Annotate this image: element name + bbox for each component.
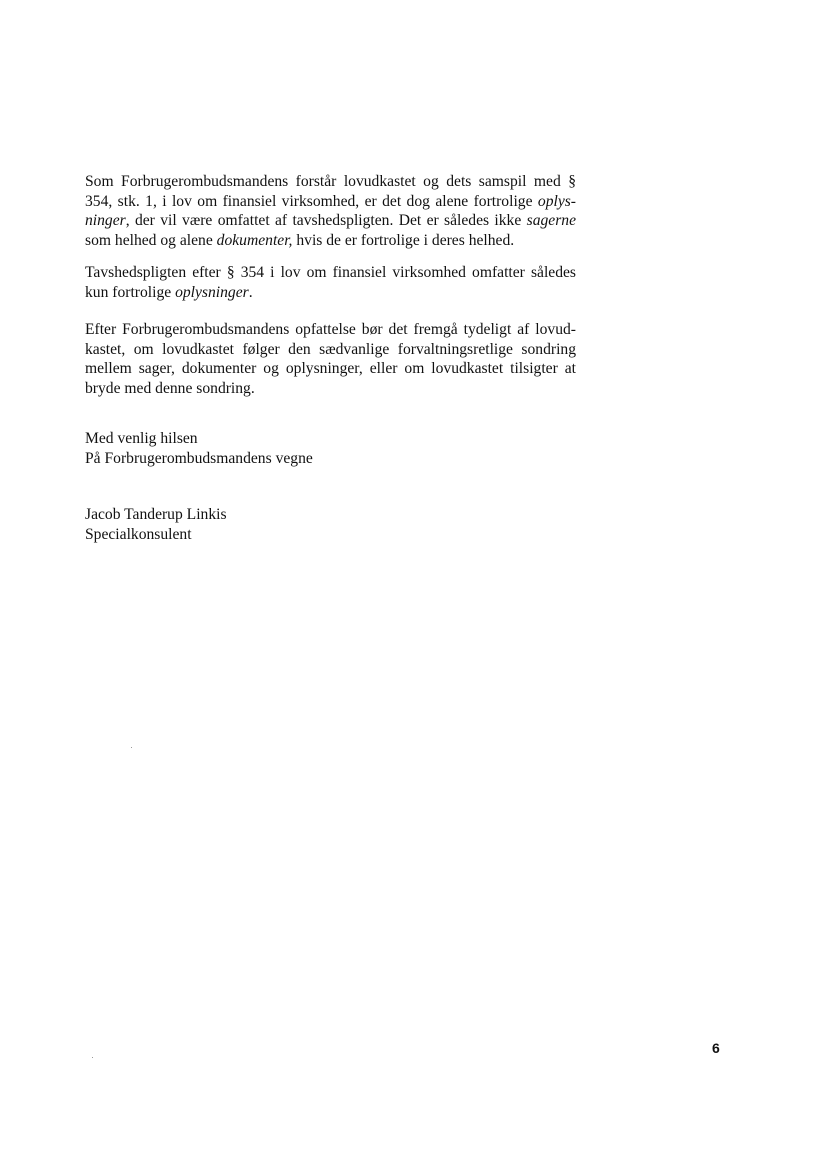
scan-speck — [131, 747, 132, 748]
closing-greeting: Med venlig hilsen — [85, 430, 198, 447]
scan-speck — [92, 1057, 93, 1058]
paragraph3-line1: Efter Forbrugerombudsmandens opfattelse bør det fremgå tydeligt af lovud- — [85, 321, 576, 338]
paragraph2-line2-period: . — [248, 283, 253, 301]
closing-on-behalf: På Forbrugerombudsmandens vegne — [85, 449, 313, 467]
closing-block — [85, 429, 576, 468]
paragraph1-line4-text: som helhed og alene — [85, 231, 217, 249]
signatory-title: Specialkonsulent — [85, 525, 192, 543]
paragraph1-line4 — [85, 231, 576, 251]
paragraph2-line2-emphasis: oplysninger — [175, 283, 249, 301]
paragraph-scope-of-confidentiality — [85, 172, 576, 250]
paragraph1-line4-emphasis: dokumenter, — [216, 231, 293, 249]
paragraph3-line2: kastet, om lovudkastet følger den sædvanlige forvaltningsretlige sondring — [85, 340, 576, 358]
page-number: 6 — [712, 1040, 720, 1056]
paragraph2-line1-text: Tavshedspligten efter § 354 i lov om finansiel virksomhed omfatter således — [85, 264, 576, 281]
paragraph1-line3-emphasis: ninger — [85, 212, 126, 229]
paragraph2-line2-text: kun fortrolige — [85, 283, 176, 301]
paragraph2-line2 — [85, 283, 576, 303]
paragraph1-line3-emphasis-2: sagerne — [526, 212, 576, 229]
paragraph1-line3-text: , der vil være omfattet af tavshedspligten. Det er således ikke — [125, 212, 527, 229]
paragraph1-line1-text: Som Forbrugerombudsmandens forstår lovudkastet og dets samspil med § — [85, 173, 576, 190]
paragraph3-line4: bryde med denne sondring. — [85, 379, 255, 397]
paragraph-recommendation — [85, 320, 576, 398]
paragraph3-line3: mellem sager, dokumenter og oplysninger, eller om lovudkastet tilsigter at — [85, 360, 576, 377]
paragraph1-line3 — [85, 211, 576, 231]
signature-block — [85, 505, 576, 544]
paragraph1-line2-emphasis: oplys- — [537, 192, 576, 210]
paragraph-confidentiality-duty — [85, 263, 576, 302]
paragraph2-line1 — [85, 263, 576, 283]
signatory-name: Jacob Tanderup Linkis — [85, 506, 227, 523]
paragraph1-line4-text-2: hvis de er fortrolige i deres helhed. — [292, 231, 515, 249]
paragraph1-line2 — [85, 192, 576, 212]
paragraph1-line2-text: 354, stk. 1, i lov om finansiel virksomhed, er det dog alene fortrolige — [85, 192, 538, 210]
paragraph1-line1 — [85, 172, 576, 192]
